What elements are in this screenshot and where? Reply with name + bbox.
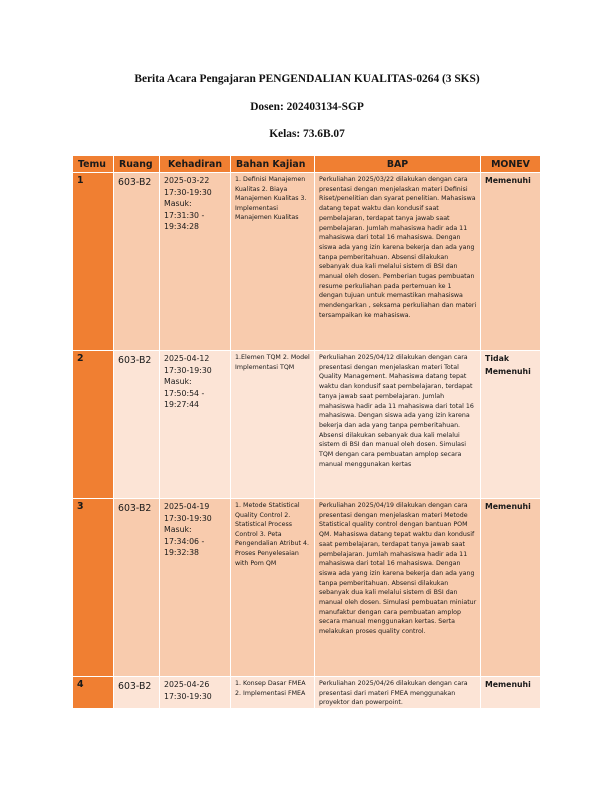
table-header-row: [73, 156, 541, 173]
cell-kehadiran: [160, 173, 231, 351]
table-row: [73, 499, 541, 677]
cell-temu: 1: [73, 173, 114, 351]
session-time: 17:30-19:30: [164, 513, 212, 523]
cell-temu: 4: [73, 677, 114, 709]
column-header-monev: MONEV: [481, 156, 541, 173]
document-title: Berita Acara Pengajaran PENGENDALIAN KUALITAS-0264 (3 SKS): [134, 73, 480, 85]
cell-ruang: 603-B2: [114, 499, 160, 677]
session-time: 17:30-19:30: [164, 187, 212, 197]
cell-ruang: 603-B2: [114, 677, 160, 709]
cell-monev: Memenuhi: [481, 173, 541, 351]
attendance-time: Masuk: 17:34:06 - 19:32:38: [164, 525, 205, 557]
session-date: 2025-03-22: [164, 176, 210, 185]
session-date: 2025-04-19: [164, 502, 210, 511]
cell-temu: 3: [73, 499, 114, 677]
cell-bap: Perkuliahan 2025/03/22 dilakukan dengan cara presentasi dengan menjelaskan materi Definisi Riset/penelitian dan syarat penelitian. Mahasiswa datang tepat waktu dan kondusif saat pembelajaran, terdapat tanya jawab saat pembelajaran. Jumlah mahasiswa hadir ada 11 mahasiswa dari total 16 mahasiswa. Dengan siswa ada yang izin karena bekerja dan ada yang tanpa pemberitahuan. Absensi dilakukan sebanyak dua kali melalui sistem di BSI dan manual oleh dosen. Pemberian tugas pembuatan resume perkuliahan pada pertemuan ke 1 dengan tujuan untuk memastikan mahasiswa mendengarkan , seksama perkuliahan dan materi tersampaikan ke mahasiswa.: [315, 173, 481, 351]
column-header-temu: Temu: [73, 156, 114, 173]
column-header-ruang: Ruang: [114, 156, 160, 173]
cell-bap: Perkuliahan 2025/04/19 dilakukan dengan cara presentasi dengan menjelaskan materi Metode Statistical quality control dengan bantuan POM QM. Mahasiswa datang tepat waktu dan kondusif saat pembelajaran, terdapat tanya jawab saat pembelajaran. Jumlah mahasiswa hadir ada 11 mahasiswa dari total 16 mahasiswa. Dengan siswa ada yang izin karena bekerja dan ada yang tanpa pemberitahuan. Absensi dilakukan sebanyak dua kali melalui sistem di BSI dan manual oleh dosen. Simulasi pembuatan miniatur manufaktur dengan cara pembuatan amplop secara manual menggunakan kertas. Serta melakukan proses quality control.: [315, 499, 481, 677]
session-time: 17:30-19:30: [164, 365, 212, 375]
cell-ruang: 603-B2: [114, 173, 160, 351]
cell-kehadiran: [160, 677, 231, 709]
cell-ruang: 603-B2: [114, 351, 160, 499]
attendance-time: Masuk: 17:31:30 - 19:34:28: [164, 199, 205, 231]
cell-kehadiran: [160, 351, 231, 499]
lecturer-line: Dosen: 202403134-SGP: [250, 101, 364, 113]
cell-bahan-kajian: 1. Konsep Dasar FMEA 2. Implementasi FMEA: [231, 677, 315, 709]
cell-bap: Perkuliahan 2025/04/12 dilakukan dengan cara presentasi dengan menjelaskan materi Total Quality Management. Mahasiswa datang tepat waktu dan kondusif saat pembelajaran, terdapat tanya jawab saat pembelajaran. Jumlah mahasiswa hadir ada 11 mahasiswa dari total 16 mahasiswa. Dengan siswa ada yang izin karena bekerja dan ada yang tanpa pemberitahuan. Absensi dilakukan sebanyak dua kali melalui sistem di BSI dan manual oleh dosen. Simulasi TQM dengan cara pembuatan amplop secara manual menggunakan kertas: [315, 351, 481, 499]
cell-kehadiran: [160, 499, 231, 677]
cell-bahan-kajian: 1.Elemen TQM 2. Model Implementasi TQM: [231, 351, 315, 499]
column-header-bahan-kajian: Bahan Kajian: [231, 156, 315, 173]
table-row: [73, 677, 541, 709]
table-row: [73, 351, 541, 499]
cell-monev: Memenuhi: [481, 677, 541, 709]
cell-bahan-kajian: 1. Metode Statistical Quality Control 2. Statistical Process Control 3. Peta Pengendalian Atribut 4. Proses Penyelesaian with Pom QM: [231, 499, 315, 677]
cell-temu: 2: [73, 351, 114, 499]
column-header-kehadiran: Kehadiran: [160, 156, 231, 173]
attendance-time: Masuk: 17:50:54 - 19:27:44: [164, 377, 205, 409]
cell-bahan-kajian: 1. Definisi Manajemen Kualitas 2. Biaya Manajemen Kualitas 3. Implementasi Manajemen Kualitas: [231, 173, 315, 351]
column-header-bap: BAP: [315, 156, 481, 173]
session-date: 2025-04-12: [164, 354, 210, 363]
session-time: 17:30-19:30: [164, 691, 212, 701]
teaching-report-table: [72, 155, 541, 709]
document-header: [72, 71, 542, 142]
cell-monev: Memenuhi: [481, 499, 541, 677]
cell-bap: Perkuliahan 2025/04/26 dilakukan dengan cara presentasi dari materi FMEA menggunakan proyektor dan powerpoint.: [315, 677, 481, 709]
cell-monev: Tidak Memenuhi: [481, 351, 541, 499]
class-line: Kelas: 73.6B.07: [269, 128, 345, 140]
table-row: [73, 173, 541, 351]
session-date: 2025-04-26: [164, 680, 210, 689]
